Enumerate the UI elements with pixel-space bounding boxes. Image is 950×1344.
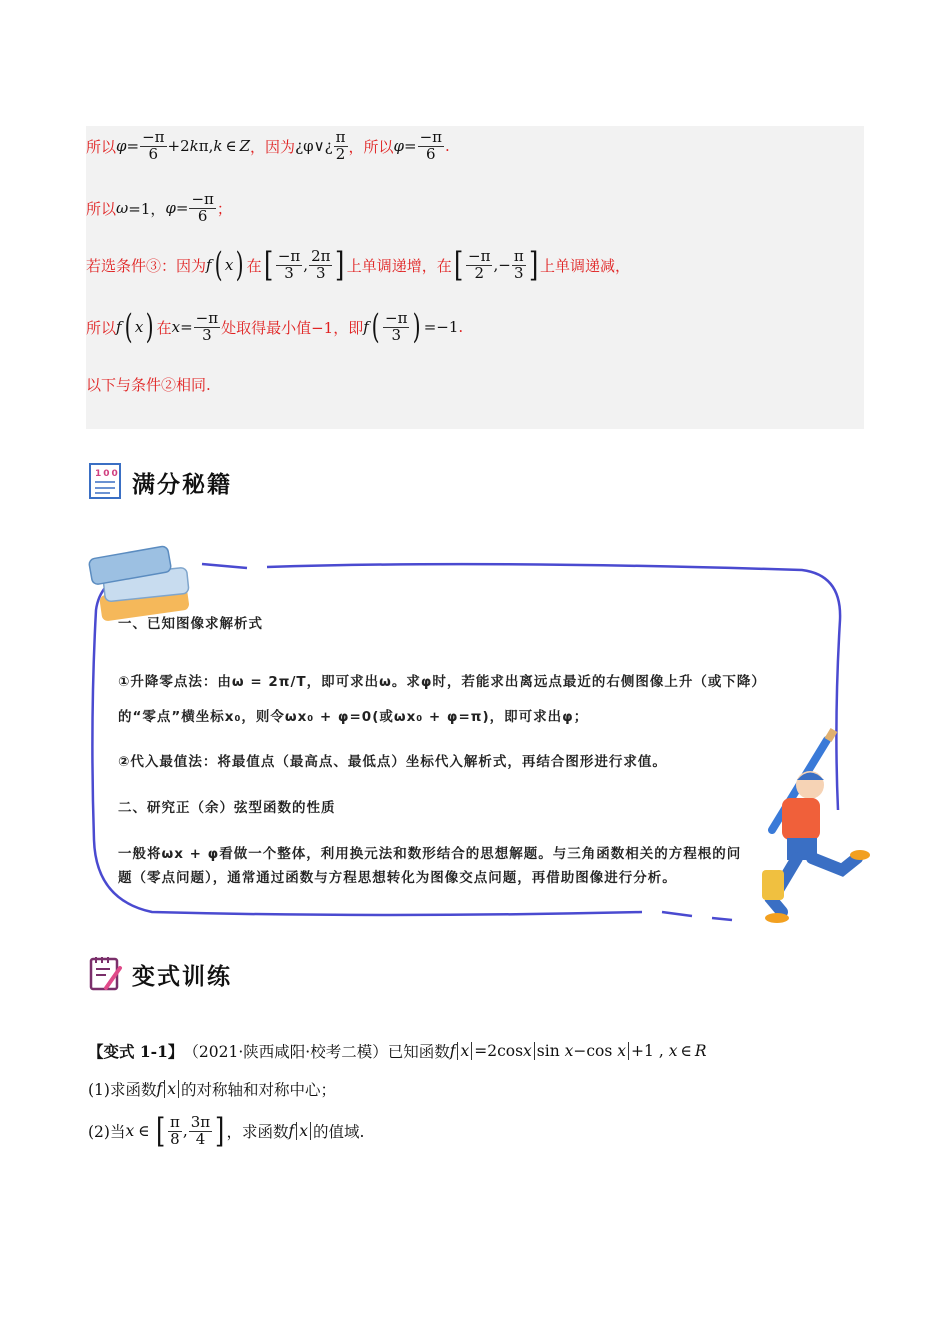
math-text: −cos <box>573 1042 613 1060</box>
delimiter <box>164 1080 165 1098</box>
bracket: ] <box>215 1111 225 1151</box>
text: 处取得最小值−1，即 <box>221 318 364 337</box>
section-title: 变式训练 <box>132 962 232 990</box>
denominator: 8 <box>170 1129 180 1148</box>
paren: ( <box>124 307 133 347</box>
frame-dash <box>662 912 692 916</box>
denominator: 3 <box>202 325 212 344</box>
question-text: (2)当 <box>88 1123 126 1141</box>
tips-line-6: 一般将ωx + φ看做一个整体，利用换元法和数形结合的思想解题。与三角函数相关的方程根的问 <box>118 846 742 862</box>
question-text: (1)求函数 <box>88 1081 157 1099</box>
tips-line-5: 二、研究正（余）弦型函数的性质 <box>118 800 336 816</box>
math-text: +1 , <box>631 1042 664 1060</box>
text: 在 <box>156 318 172 337</box>
denominator: 3 <box>391 325 402 344</box>
frame-dash <box>712 918 732 920</box>
denominator: 2 <box>335 144 346 163</box>
math-symbol: f <box>206 256 212 274</box>
text: . <box>458 318 464 336</box>
numerator: π <box>169 1112 180 1131</box>
question-text: ，求函数 <box>226 1123 289 1141</box>
math-symbol: φ <box>116 137 127 156</box>
numerator: 3π <box>190 1112 211 1131</box>
text: . <box>445 137 450 156</box>
text: 所以 <box>86 199 117 218</box>
solution-line-5: 以下与条件②相同. <box>86 376 211 394</box>
tips-line-2: ①升降零点法：由ω = 2π/T，即可求出ω。求φ时，若能求出离远点最近的右侧图像上升（或下降） <box>118 674 766 690</box>
tips-line-4: ②代入最值法：将最值点（最高点、最低点）坐标代入解析式，再结合图形进行求值。 <box>118 754 667 770</box>
math-symbol: f <box>288 1122 295 1140</box>
math-text: ¿φ∨¿ <box>295 137 333 156</box>
numerator: 2π <box>311 246 331 265</box>
text: 上单调递减， <box>539 256 630 275</box>
fraction <box>276 246 302 282</box>
fraction <box>512 246 526 282</box>
paren: ( <box>214 245 223 285</box>
math-symbol: f <box>156 1080 163 1098</box>
text: ，所以 <box>348 137 394 156</box>
math-symbol: x <box>134 318 144 336</box>
math-symbol: π, <box>198 137 214 156</box>
paren: ) <box>145 307 154 347</box>
delimiter <box>628 1042 629 1060</box>
denominator: 6 <box>148 144 159 163</box>
math-symbol: = <box>175 199 189 218</box>
books-illustration <box>88 546 189 622</box>
paren: ) <box>235 245 244 285</box>
frame-dash <box>202 564 247 568</box>
paren: ( <box>371 307 380 347</box>
math-text: =−1 <box>423 318 459 336</box>
bracket: ] <box>528 245 538 285</box>
math-symbol: x <box>299 1122 308 1140</box>
bracket: [ <box>453 245 464 285</box>
numerator: −π <box>468 246 491 265</box>
fraction <box>418 130 444 163</box>
text: 所以 <box>86 318 117 337</box>
math-symbol: x <box>617 1042 627 1060</box>
delimiter <box>296 1122 297 1140</box>
text: 若选条件③：因为 <box>86 256 207 275</box>
math-symbol: x <box>668 1042 678 1060</box>
exercise-label: 【变式 1-1】 <box>88 1042 184 1061</box>
text: 所以 <box>86 137 117 156</box>
fraction <box>194 308 220 344</box>
practice-heading <box>88 954 232 994</box>
text: ，因为 <box>250 137 296 156</box>
denominator: 4 <box>195 1129 206 1148</box>
math-symbol: x <box>224 256 234 274</box>
question-2 <box>88 1111 365 1151</box>
solution-line-3 <box>86 245 630 285</box>
math-text: =2cos <box>474 1042 524 1060</box>
math-symbol: f <box>449 1042 456 1060</box>
numerator: −π <box>385 308 408 327</box>
fraction <box>189 1112 212 1148</box>
delimiter <box>178 1080 179 1098</box>
icon-label: 100 <box>95 469 120 479</box>
numerator: −π <box>142 128 165 146</box>
math-symbol: ,− <box>493 256 511 274</box>
question-text: 的对称轴和对称中心； <box>180 1081 336 1099</box>
solution-line-2 <box>86 192 232 225</box>
math-symbol: φ <box>393 137 405 156</box>
delimiter <box>534 1042 535 1060</box>
math-symbol: ∈ <box>680 1042 692 1060</box>
bracket: [ <box>263 245 273 285</box>
tips-heading <box>88 462 232 502</box>
text: ； <box>216 199 232 218</box>
tips-line-3: 的“零点”横坐标x₀，则令ωx₀ + φ=0(或ωx₀ + φ=π)，即可求出φ； <box>118 709 589 725</box>
solution-line-4 <box>86 307 464 347</box>
numerator: −π <box>195 308 219 327</box>
fraction <box>140 130 166 163</box>
math-text: =1， <box>128 199 166 218</box>
bracket: ] <box>335 245 345 285</box>
math-symbol: x <box>523 1042 532 1060</box>
denominator: 6 <box>197 206 208 225</box>
solution-box <box>86 126 864 429</box>
bracket: [ <box>155 1111 165 1151</box>
numerator: −π <box>277 246 301 265</box>
denominator: 3 <box>284 263 294 282</box>
math-symbol: f <box>116 318 122 336</box>
delimiter <box>457 1042 458 1060</box>
numerator: π <box>513 246 524 265</box>
numerator: π <box>335 128 346 146</box>
math-symbol: = <box>404 137 417 156</box>
math-symbol: k <box>189 137 199 156</box>
paren: ) <box>413 307 422 347</box>
fraction <box>383 308 409 344</box>
math-symbol: x <box>460 1042 470 1060</box>
tips-line-1: 一、已知图像求解析式 <box>118 616 263 632</box>
section-title: 满分秘籍 <box>132 470 232 498</box>
math-symbol: φ <box>165 199 176 218</box>
numerator: −π <box>419 128 443 146</box>
math-text: +2 <box>167 137 190 156</box>
math-symbol: = <box>126 137 140 156</box>
fraction <box>334 130 348 163</box>
denominator: 3 <box>316 263 326 282</box>
student-illustration <box>762 730 870 923</box>
math-symbol: ω <box>116 199 129 218</box>
math-symbol: f <box>363 318 369 336</box>
tips-line-7: 题（零点问题），通常通过函数与方程思想转化为图像交点问题，再借助图像进行分析。 <box>118 870 677 886</box>
numerator: −π <box>191 190 214 208</box>
exercise-source: （2021·陕西咸阳·校考二模）已知函数 <box>183 1043 450 1061</box>
math-symbol: Z <box>239 137 251 156</box>
question-1 <box>88 1078 336 1100</box>
math-symbol: ∈ <box>225 137 237 156</box>
fraction <box>168 1112 182 1148</box>
text: 上单调递增，在 <box>346 256 452 275</box>
math-symbol: x <box>564 1042 574 1060</box>
delimiter <box>471 1042 472 1060</box>
notebook-pen-icon <box>88 954 124 994</box>
fraction <box>309 246 332 282</box>
math-symbol: x <box>171 318 181 336</box>
solution-line-1 <box>86 130 450 163</box>
math-symbol: k <box>213 137 223 156</box>
text: 在 <box>246 256 262 275</box>
delimiter <box>310 1122 311 1140</box>
score-sheet-icon <box>88 462 124 502</box>
denominator: 2 <box>474 263 485 282</box>
fraction <box>466 246 492 282</box>
math-symbol: ∈ <box>138 1122 150 1140</box>
question-text: 的值域. <box>312 1123 365 1141</box>
denominator: 3 <box>513 263 524 282</box>
math-symbol: , <box>182 1122 188 1140</box>
math-symbol: , <box>303 256 309 274</box>
math-symbol: R <box>694 1042 707 1060</box>
fraction <box>189 192 215 225</box>
math-symbol: x <box>125 1122 135 1140</box>
math-text: sin <box>536 1042 560 1060</box>
math-symbol: x <box>167 1080 176 1098</box>
math-symbol: = <box>180 318 193 336</box>
exercise-stem <box>88 1040 707 1062</box>
denominator: 6 <box>426 144 436 163</box>
